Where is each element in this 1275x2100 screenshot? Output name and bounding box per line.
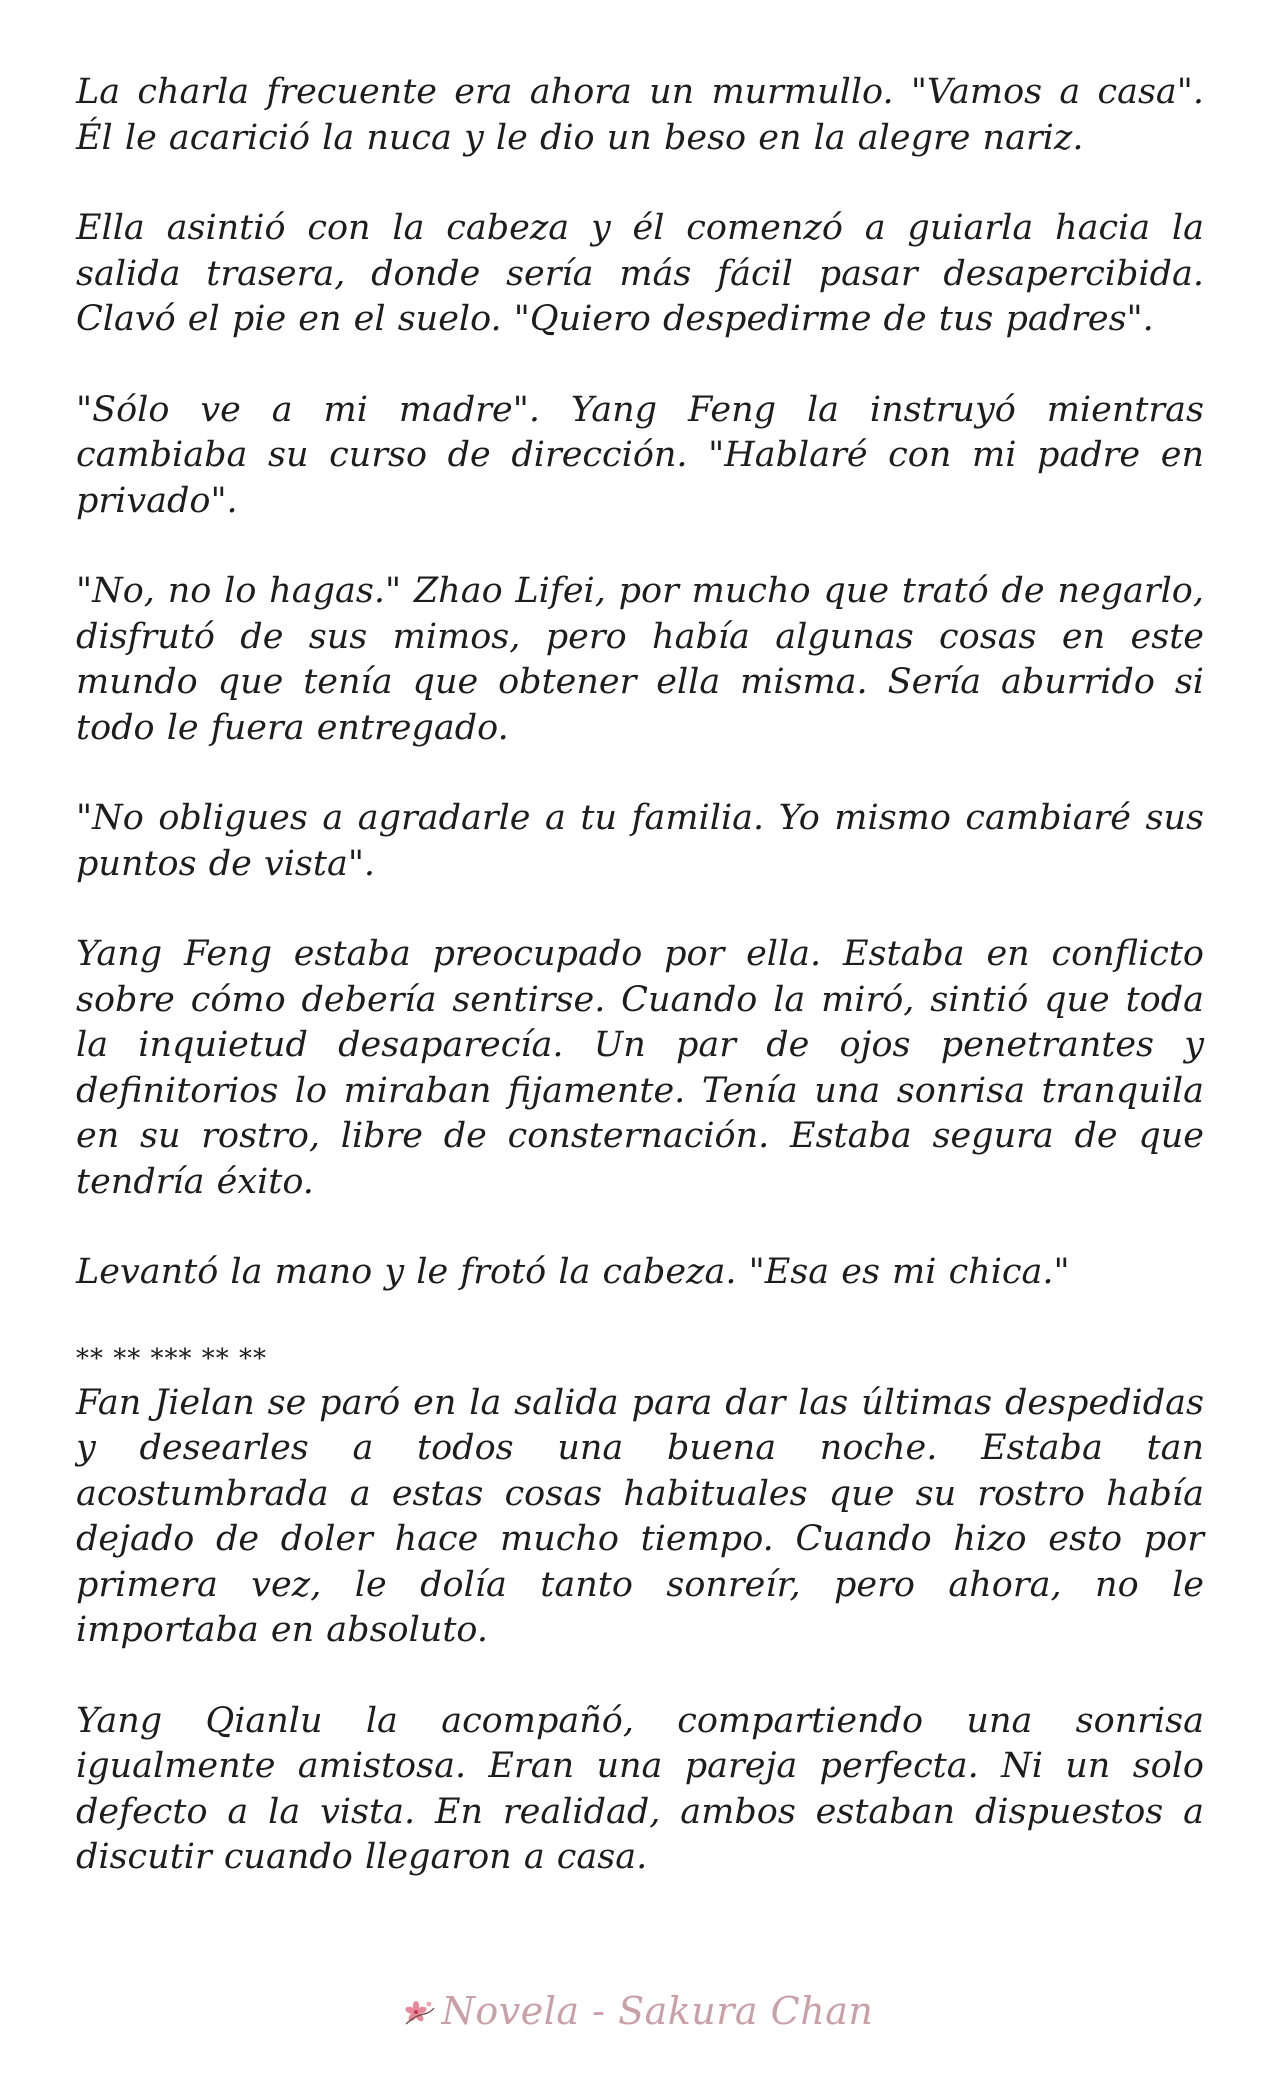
paragraph: Yang Qianlu la acompañó, compartiendo una sonrisa igualmente amistosa. Eran una pareja perfecta. Ni un solo defecto a la vista. En realidad, ambos estaban dispuestos a discutir cuando llegaron a casa. [76,1700,1204,1877]
paragraph: Yang Feng estaba preocupado por ella. Estaba en conflicto sobre cómo debería sentirse. Cuando la miró, sintió que toda la inquietud desaparecía. Un par de ojos penetrantes y definitorios lo miraban fijamente. Tenía una sonrisa tranquila en su rostro, libre de consternación. Estaba segura de que tendría éxito. [76,934,1204,1202]
paragraph: Fan Jielan se paró en la salida para dar las últimas despedidas y desearles a todos una buena noche. Estaba tan acostumbrada a estas cosas habituales que su rostro había dejado de doler hace mucho tiempo. Cuando hizo esto por primera vez, le dolía tanto sonreír, pero ahora, no le importaba en absoluto. [76,1382,1204,1650]
paragraph: "No, no lo hagas." Zhao Lifei, por mucho que trató de negarlo, disfrutó de sus mimos, pero había algunas cosas en este mundo que tenía que obtener ella misma. Sería aburrido si todo le fuera entregado. [76,571,1204,748]
cherry-blossom-icon [402,1994,436,2028]
paragraph: "No obligues a agradarle a tu familia. Yo mismo cambiaré sus puntos de vista". [76,798,1204,884]
paragraph: La charla frecuente era ahora un murmullo. "Vamos a casa". Él le acarició la nuca y le dio un beso en la alegre nariz. [76,72,1204,158]
watermark-text: Novela - Sakura Chan [441,1989,874,2033]
watermark-content [402,1989,874,2033]
document-body [76,70,1204,1881]
watermark [0,1986,1275,2036]
paragraph: "Sólo ve a mi madre". Yang Feng la instruyó mientras cambiaba su curso de dirección. "Hablaré con mi padre en privado". [76,389,1204,521]
scene-separator: ** ** *** ** ** [76,1343,268,1374]
paragraph: Levantó la mano y le frotó la cabeza. "Esa es mi chica." [76,1252,1070,1292]
paragraph: Ella asintió con la cabeza y él comenzó a guiarla hacia la salida trasera, donde sería más fácil pasar desapercibida. Clavó el pie en el suelo. "Quiero despedirme de tus padres". [76,208,1204,339]
